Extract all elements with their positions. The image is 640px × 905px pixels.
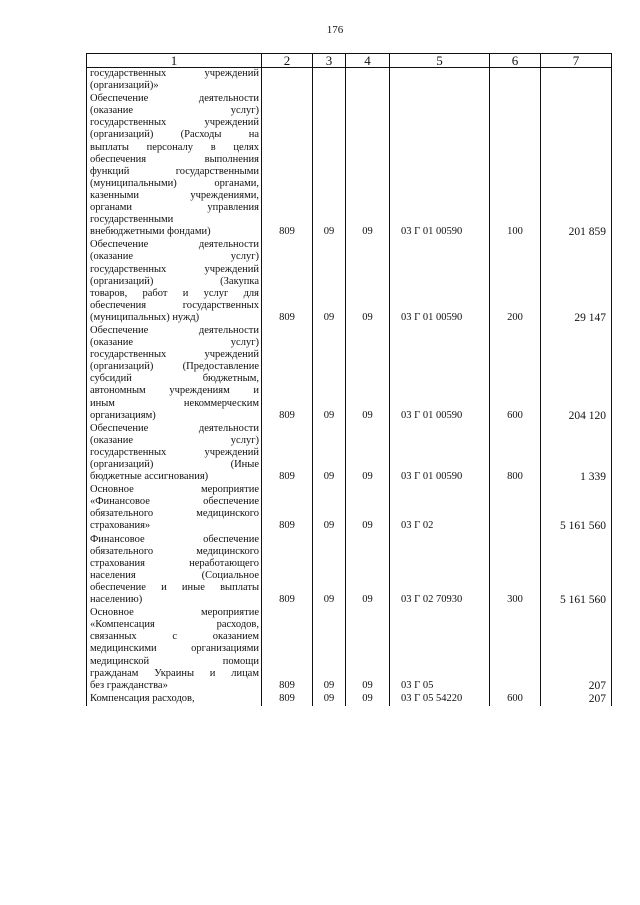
- table-row: [87, 693, 612, 706]
- admin-code: 809: [262, 325, 313, 423]
- description-line: (организаций) (Иные: [90, 459, 259, 470]
- subsection-code: 09: [346, 423, 390, 484]
- description-line: Финансовое обеспечение: [90, 533, 259, 545]
- section-code: 09: [313, 534, 346, 608]
- amount: 1 339: [541, 423, 612, 484]
- column-header: 2: [262, 54, 313, 68]
- amount: 5 161 560: [541, 484, 612, 533]
- description-line: (оказание услуг): [90, 337, 259, 349]
- section-code: 09: [313, 607, 346, 693]
- description-line: гражданам Украины и лицам: [90, 667, 259, 679]
- description-line: государственных учреждений: [90, 68, 259, 79]
- description-line: выплаты персоналу в целях: [90, 141, 259, 153]
- amount: 207: [541, 607, 612, 693]
- target-article-code: 03 Г 02: [390, 484, 490, 533]
- row-description: [87, 93, 262, 239]
- description-line: (организаций) (Предоставление: [90, 361, 259, 373]
- amount: 5 161 560: [541, 534, 612, 608]
- column-header: 7: [541, 54, 612, 68]
- target-article-code: 03 Г 05 54220: [390, 693, 490, 706]
- expense-type-code: [490, 68, 541, 94]
- target-article-code: 03 Г 02 70930: [390, 534, 490, 608]
- section-code: 09: [313, 93, 346, 239]
- row-description: [87, 484, 262, 533]
- expense-type-code: 800: [490, 423, 541, 484]
- description-line: (организаций)»: [90, 80, 159, 92]
- description-line: казенными учреждениями,: [90, 189, 259, 201]
- row-description: [87, 68, 262, 94]
- description-line: государственных учреждений: [90, 446, 259, 458]
- subsection-code: 09: [346, 607, 390, 693]
- description-line: обязательного медицинского: [90, 508, 259, 520]
- admin-code: 809: [262, 93, 313, 239]
- page-number: 176: [326, 24, 344, 36]
- target-article-code: 03 Г 01 00590: [390, 423, 490, 484]
- subsection-code: 09: [346, 239, 390, 325]
- description-line: (организаций) (Закупка: [90, 275, 259, 287]
- section-code: 09: [313, 693, 346, 706]
- description-line: обеспечение и иные выплаты: [90, 581, 259, 593]
- description-line: Компенсация расходов,: [90, 692, 195, 704]
- description-line: иным некоммерческим: [90, 397, 259, 409]
- admin-code: 809: [262, 239, 313, 325]
- description-line: организациям): [90, 409, 156, 421]
- subsection-code: 09: [346, 484, 390, 533]
- row-description: [87, 325, 262, 423]
- subsection-code: 09: [346, 534, 390, 608]
- description-line: (муниципальными) органами,: [90, 177, 259, 189]
- section-code: 09: [313, 484, 346, 533]
- section-code: 09: [313, 325, 346, 423]
- column-header: 3: [313, 54, 346, 68]
- budget-table: [86, 53, 612, 706]
- expense-type-code: 300: [490, 534, 541, 608]
- table-row: [87, 93, 612, 239]
- admin-code: [262, 68, 313, 94]
- description-line: обеспечения государственных: [90, 299, 259, 311]
- description-line: (организаций) (Расходы на: [90, 129, 259, 141]
- description-line: обязательного медицинского: [90, 545, 259, 557]
- description-line: функций государственными: [90, 165, 259, 177]
- admin-code: 809: [262, 693, 313, 706]
- description-line: (оказание услуг): [90, 434, 259, 446]
- table-row: [87, 239, 612, 325]
- amount: 207: [541, 693, 612, 706]
- description-line: бюджетные ассигнования): [90, 471, 209, 483]
- row-description: [87, 607, 262, 693]
- expense-type-code: 100: [490, 93, 541, 239]
- description-line: Обеспечение деятельности: [90, 239, 259, 251]
- section-code: 09: [313, 239, 346, 325]
- expense-type-code: [490, 484, 541, 533]
- admin-code: 809: [262, 534, 313, 608]
- description-line: без гражданства»: [90, 679, 168, 691]
- description-line: Обеспечение деятельности: [90, 93, 259, 105]
- description-line: (оказание услуг): [90, 251, 259, 263]
- admin-code: 809: [262, 484, 313, 533]
- admin-code: 809: [262, 423, 313, 484]
- column-header: 4: [346, 54, 390, 68]
- description-line: государственных учреждений: [90, 349, 259, 361]
- amount: 204 120: [541, 325, 612, 423]
- description-line: Обеспечение деятельности: [90, 324, 259, 336]
- description-line: органами управления: [90, 202, 259, 214]
- subsection-code: 09: [346, 93, 390, 239]
- column-header: 6: [490, 54, 541, 68]
- table-row: [87, 534, 612, 608]
- description-line: страхования неработающего: [90, 557, 259, 569]
- expense-type-code: 600: [490, 325, 541, 423]
- table-row: [87, 325, 612, 423]
- description-line: государственных учреждений: [90, 263, 259, 275]
- description-line: автономным учреждениям и: [90, 385, 259, 397]
- header-row: [87, 54, 612, 68]
- column-header: 5: [390, 54, 490, 68]
- subsection-code: 09: [346, 693, 390, 706]
- description-line: государственными: [90, 214, 174, 226]
- target-article-code: 03 Г 01 00590: [390, 93, 490, 239]
- column-header: 1: [87, 54, 262, 68]
- expense-type-code: [490, 607, 541, 693]
- description-line: страхования»: [90, 520, 151, 532]
- description-line: «Компенсация расходов,: [90, 619, 259, 631]
- description-line: населению): [90, 594, 143, 606]
- description-line: Обеспечение деятельности: [90, 422, 259, 434]
- description-line: государственных учреждений: [90, 117, 259, 129]
- subsection-code: [346, 68, 390, 94]
- row-description: [87, 423, 262, 484]
- description-line: «Финансовое обеспечение: [90, 496, 259, 508]
- description-line: медицинскими организациями: [90, 643, 259, 655]
- table-row: [87, 607, 612, 693]
- description-line: Основное мероприятие: [90, 607, 259, 619]
- amount: 201 859: [541, 93, 612, 239]
- description-line: товаров, работ и услуг для: [90, 287, 259, 299]
- table-row: [87, 423, 612, 484]
- target-article-code: 03 Г 01 00590: [390, 239, 490, 325]
- row-description: [87, 693, 262, 706]
- target-article-code: 03 Г 05: [390, 607, 490, 693]
- section-code: 09: [313, 423, 346, 484]
- target-article-code: 03 Г 01 00590: [390, 325, 490, 423]
- subsection-code: 09: [346, 325, 390, 423]
- description-line: внебюджетными фондами): [90, 226, 211, 238]
- expense-type-code: 600: [490, 693, 541, 706]
- target-article-code: [390, 68, 490, 94]
- admin-code: 809: [262, 607, 313, 693]
- description-line: (оказание услуг): [90, 105, 259, 117]
- description-line: медицинской помощи: [90, 655, 259, 667]
- amount: 29 147: [541, 239, 612, 325]
- description-line: Основное мероприятие: [90, 484, 259, 496]
- description-line: обеспечения выполнения: [90, 153, 259, 165]
- table-row: [87, 68, 612, 94]
- description-line: населения (Социальное: [90, 569, 259, 581]
- description-line: связанных с оказанием: [90, 631, 259, 643]
- section-code: [313, 68, 346, 94]
- row-description: [87, 239, 262, 325]
- table-row: [87, 484, 612, 533]
- row-description: [87, 534, 262, 608]
- amount: [541, 68, 612, 94]
- expense-type-code: 200: [490, 239, 541, 325]
- description-line: (муниципальных) нужд): [90, 311, 200, 323]
- description-line: субсидий бюджетным,: [90, 373, 259, 385]
